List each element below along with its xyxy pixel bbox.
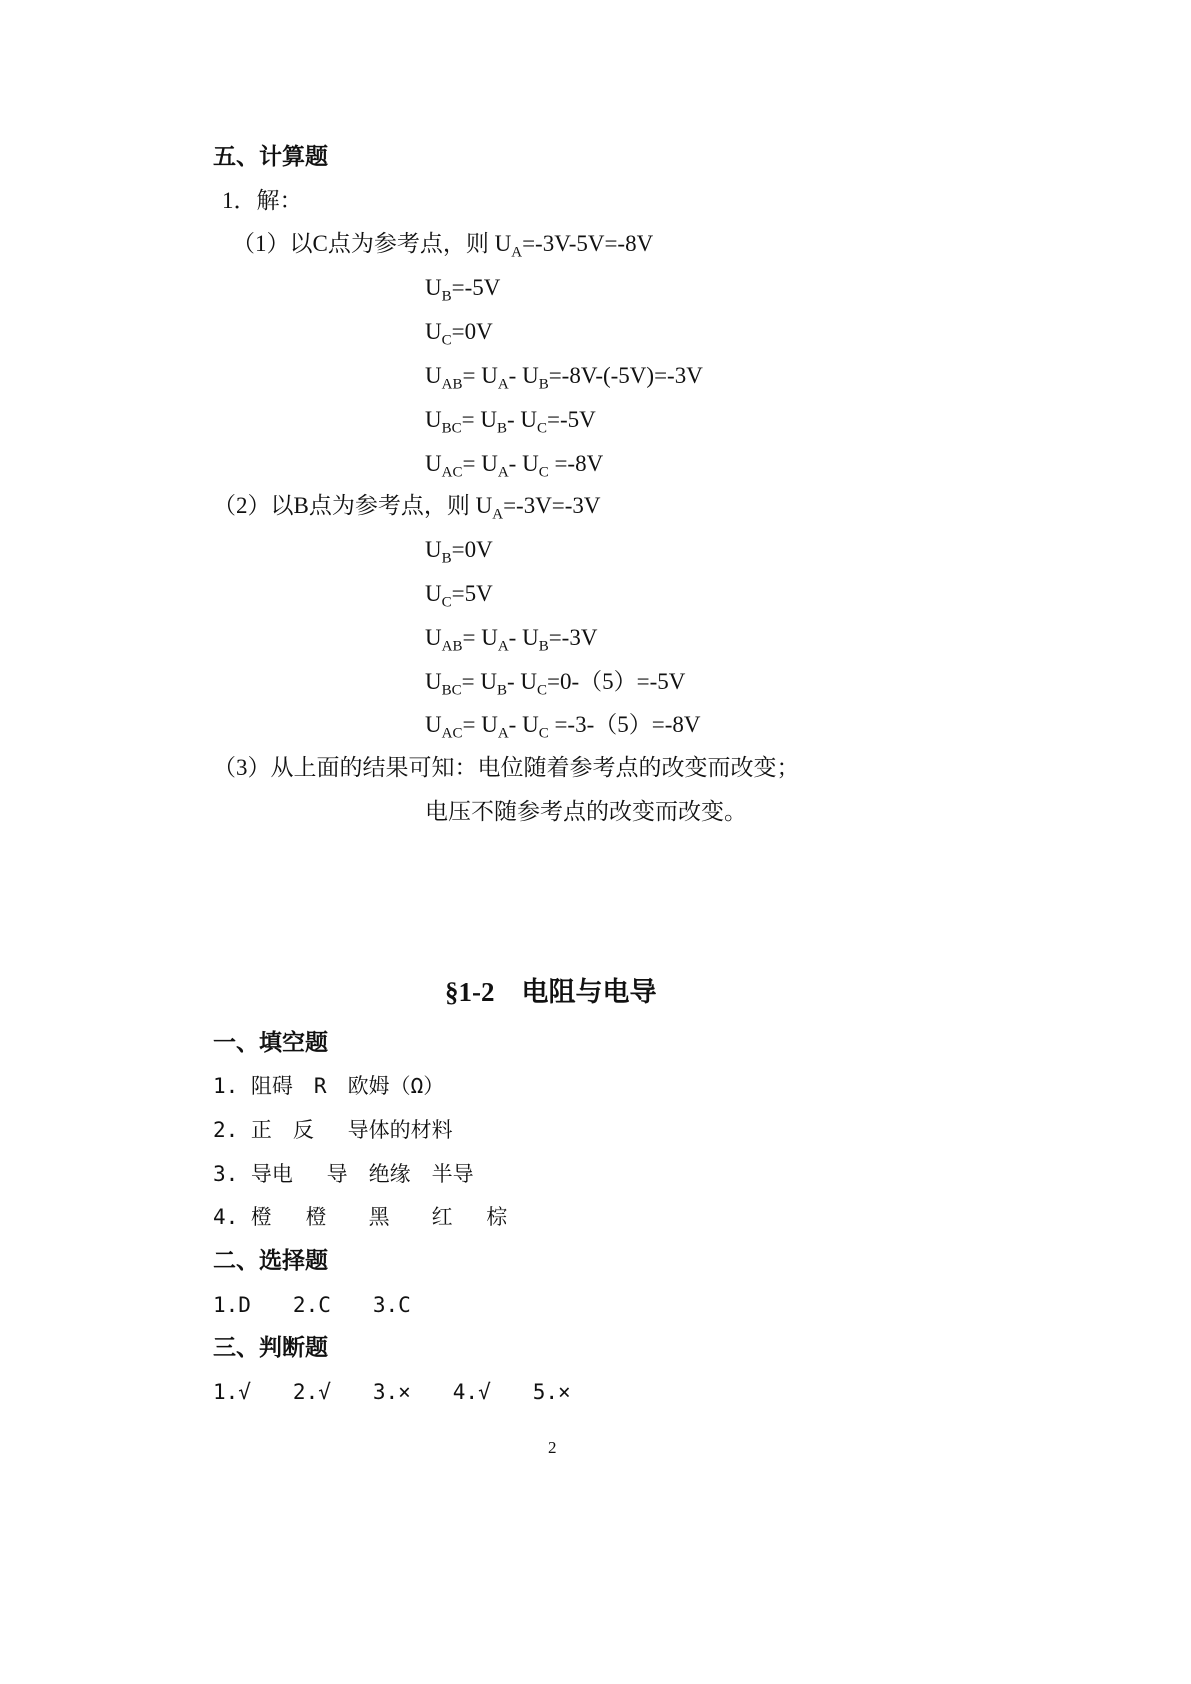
part2-uab: $U_{AB}= U_A-$ $U_B=-3V$ — [425, 625, 598, 655]
section-heading-calc: 五、计算题 — [213, 144, 328, 169]
part2-intro: （2）以B点为参考点，则 $U_A=-3V=-3V$ — [213, 493, 601, 523]
fill-answer-1: 1. 阻碍 R 欧姆（Ω） — [213, 1074, 445, 1098]
choice-answers: 1.D 2.C 3.C — [213, 1293, 411, 1317]
part2-ubc: $U_{BC}= U_B-$ $U_C=0-(5)=-5V$ — [425, 669, 686, 699]
section-heading-judge: 三、判断题 — [213, 1335, 328, 1360]
fill-answer-3: 3. 导电 导 绝缘 半导 — [213, 1162, 474, 1186]
solution-label: 1．解： — [222, 188, 303, 213]
part1-uac: $U_{AC}= U_A-$ $U_C =-8V$ — [425, 451, 604, 481]
section-heading-choice: 二、选择题 — [213, 1248, 328, 1273]
page-number: 2 — [548, 1438, 557, 1457]
part1-ubc: $U_{BC}= U_B-$ $U_C=-5V$ — [425, 407, 596, 437]
part2-ub: $U_B=0V$ — [425, 537, 493, 567]
part2-uc: $U_C=5V$ — [425, 581, 493, 611]
part2-uac: $U_{AC}= U_A-$ $U_C =-3-(5)=-8V$ — [425, 712, 701, 742]
part3-conclusion: （3）从上面的结果可知：电位随着参考点的改变而改变； — [213, 755, 800, 780]
part1-intro: （1）以C点为参考点，则 $U_A=-3V-5V=-8V$ — [232, 231, 654, 261]
fill-answer-2: 2. 正 反 导体的材料 — [213, 1118, 453, 1142]
section-title: §1-2 电阻与电导 — [445, 977, 657, 1007]
fill-answer-4: 4. 橙 橙 黑 红 棕 — [213, 1205, 508, 1229]
part1-uab: $U_{AB}= U_A-$ $U_B=-8V-(-5V)=-3V$ — [425, 363, 703, 393]
part1-ub: $U_B=-5V$ — [425, 275, 501, 305]
part1-uc: $U_C=0V$ — [425, 319, 493, 349]
section-heading-fill: 一、填空题 — [213, 1030, 328, 1055]
judge-answers: 1.√ 2.√ 3.× 4.√ 5.× — [213, 1380, 571, 1404]
part3-conclusion-cont: 电压不随参考点的改变而改变。 — [425, 799, 747, 824]
